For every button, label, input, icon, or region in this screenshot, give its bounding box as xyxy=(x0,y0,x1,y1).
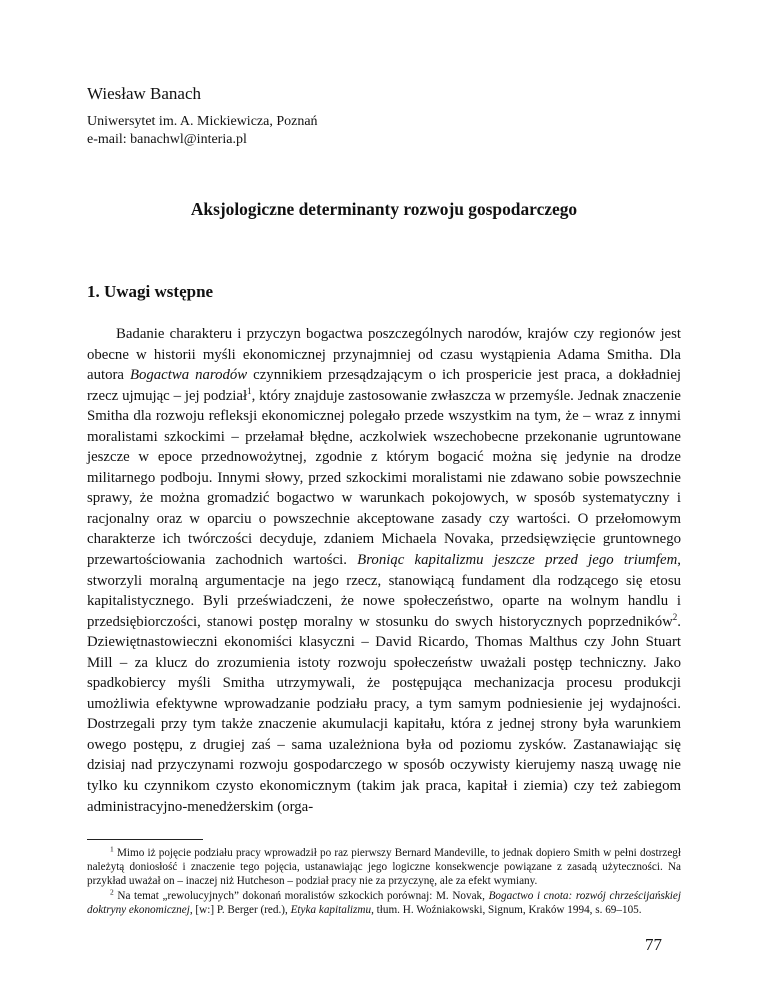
body-text xyxy=(87,324,681,817)
section-heading: 1. Uwagi wstępne xyxy=(87,282,214,301)
page-number: 77 xyxy=(645,935,662,954)
affiliation: Uniwersytet im. A. Mickiewicza, Poznań xyxy=(87,114,318,129)
footnote-separator xyxy=(87,839,203,840)
footnotes xyxy=(87,846,681,917)
article-title: Aksjologiczne determinanty rozwoju gospodarczego xyxy=(190,199,578,219)
paragraph: Badanie charakteru i przyczyn bogactwa poszczególnych narodów, krajów czy regionów jest obecne w historii myśli ekonomicznej przynajmniej od czasu wystąpienia Adama Smitha. Dla autora Bogactwa narodów czynnikiem przesądzającym o ich prospericie jest praca, a dokładniej rzecz ujmując – jej podział$^1$, który znajduje zastosowanie zwłaszcza w przemyśle. Jednak znaczenie Smitha dla rozwoju refleksji ekonomicznej polegało przede wszystkim na tym, że – wraz z innymi moralistami szkockimi – przełamał błędne, aczkolwiek wszechobecne przekonanie ugruntowane jeszcze w epoce przednowożytnej, zgodnie z którym bogacić można się jedynie na drodze militarnego podboju. Innymi słowy, przed szkockimi moralistami nie zdawano sobie powszechnie sprawy, że można gromadzić bogactwo w warunkach pokojowych, w sposób systematyczny i racjonalny oraz w oparciu o powszechnie akceptowane zasady czy wartości. O przełomowym charakterze ich twórczości decyduje, zdaniem Michaela Novaka, przedsięwzięcie gruntownego przewartościowania zachodnich wartości. Broniąc kapitalizmu jeszcze przed jego triumfem, stworzyli moralną argumentacje na jego rzecz, stanowiącą fundament dla rodzącego się etosu kapitalistycznego. Byli przeświadczeni, że nowe społeczeństwo, oparte na wolnym handlu i przedsiębiorczości, stanowi postęp moralny w stosunku do swych historycznych poprzedników$^2$. Dziewiętnastowieczni ekonomiści klasyczni – David Ricardo, Thomas Malthus czy John Stuart Mill – za klucz do zrozumienia istoty rozwoju społeczeństw uważali postęp techniczny. Jako spadkobiercy myśli Smitha utrzymywali, że postępująca mechanizacja procesu produkcji umożliwia efektywne wprowadzanie podziału pracy, a tym samym podniesienie jej wydajności. Dostrzegali przy tym także znaczenie akumulacji kapitału, która z jednej strony była warunkiem owego postępu, z drugiej zaś – sama uzależniona była od poziomu zysków. Zastanawiając się dzisiaj nad przyczynami rozwoju gospodarczego w sposób oczywisty kierujemy naszą uwagę nie tylko ku czynnikom czysto ekonomicznym (takim jak praca, kapitał i ziemia) czy też zabiegom administracyjno-menedżerskim (orga- xyxy=(87,326,682,815)
quoted-phrase: Broniąc kapitalizmu jeszcze przed jego triumfem xyxy=(357,552,678,569)
footnote-ref-1: 1 xyxy=(247,385,252,396)
book-title: Bogactwa narodów xyxy=(129,367,248,384)
footnote-2: $^2$ Na temat „rewolucyjnych” dokonań moralistów szkockich porównaj: M. Novak, Bogactwo i cnota: rozwój chrześcijańskiej doktryny ekonomicznej, [w:] P. Berger (red.), Etyka kapitalizmu, tłum. H. Woźniakowski, Signum, Kraków 1994, s. 69–105. xyxy=(87,886,681,916)
author-affiliation-block xyxy=(87,113,318,149)
footnote-1: $^1$ Mimo iż pojęcie podziału pracy wprowadził po raz pierwszy Bernard Mandeville, to jednak dopiero Smith w pełni dostrzegł należytą doniosłość i znaczenie tego pojęcia, ustanawiając jego logiczne konsekwencje powiązane z zasadą użyteczności. Na przykład uważał on – inaczej niż Hutcheson – podział pracy nie za przyczynę, ale za efekt wymiany. xyxy=(87,844,681,888)
email-address: e-mail: banachwl@interia.pl xyxy=(87,132,247,147)
author-name: Wiesław Banach xyxy=(87,84,202,103)
footnote-ref-2: 2 xyxy=(672,611,678,622)
